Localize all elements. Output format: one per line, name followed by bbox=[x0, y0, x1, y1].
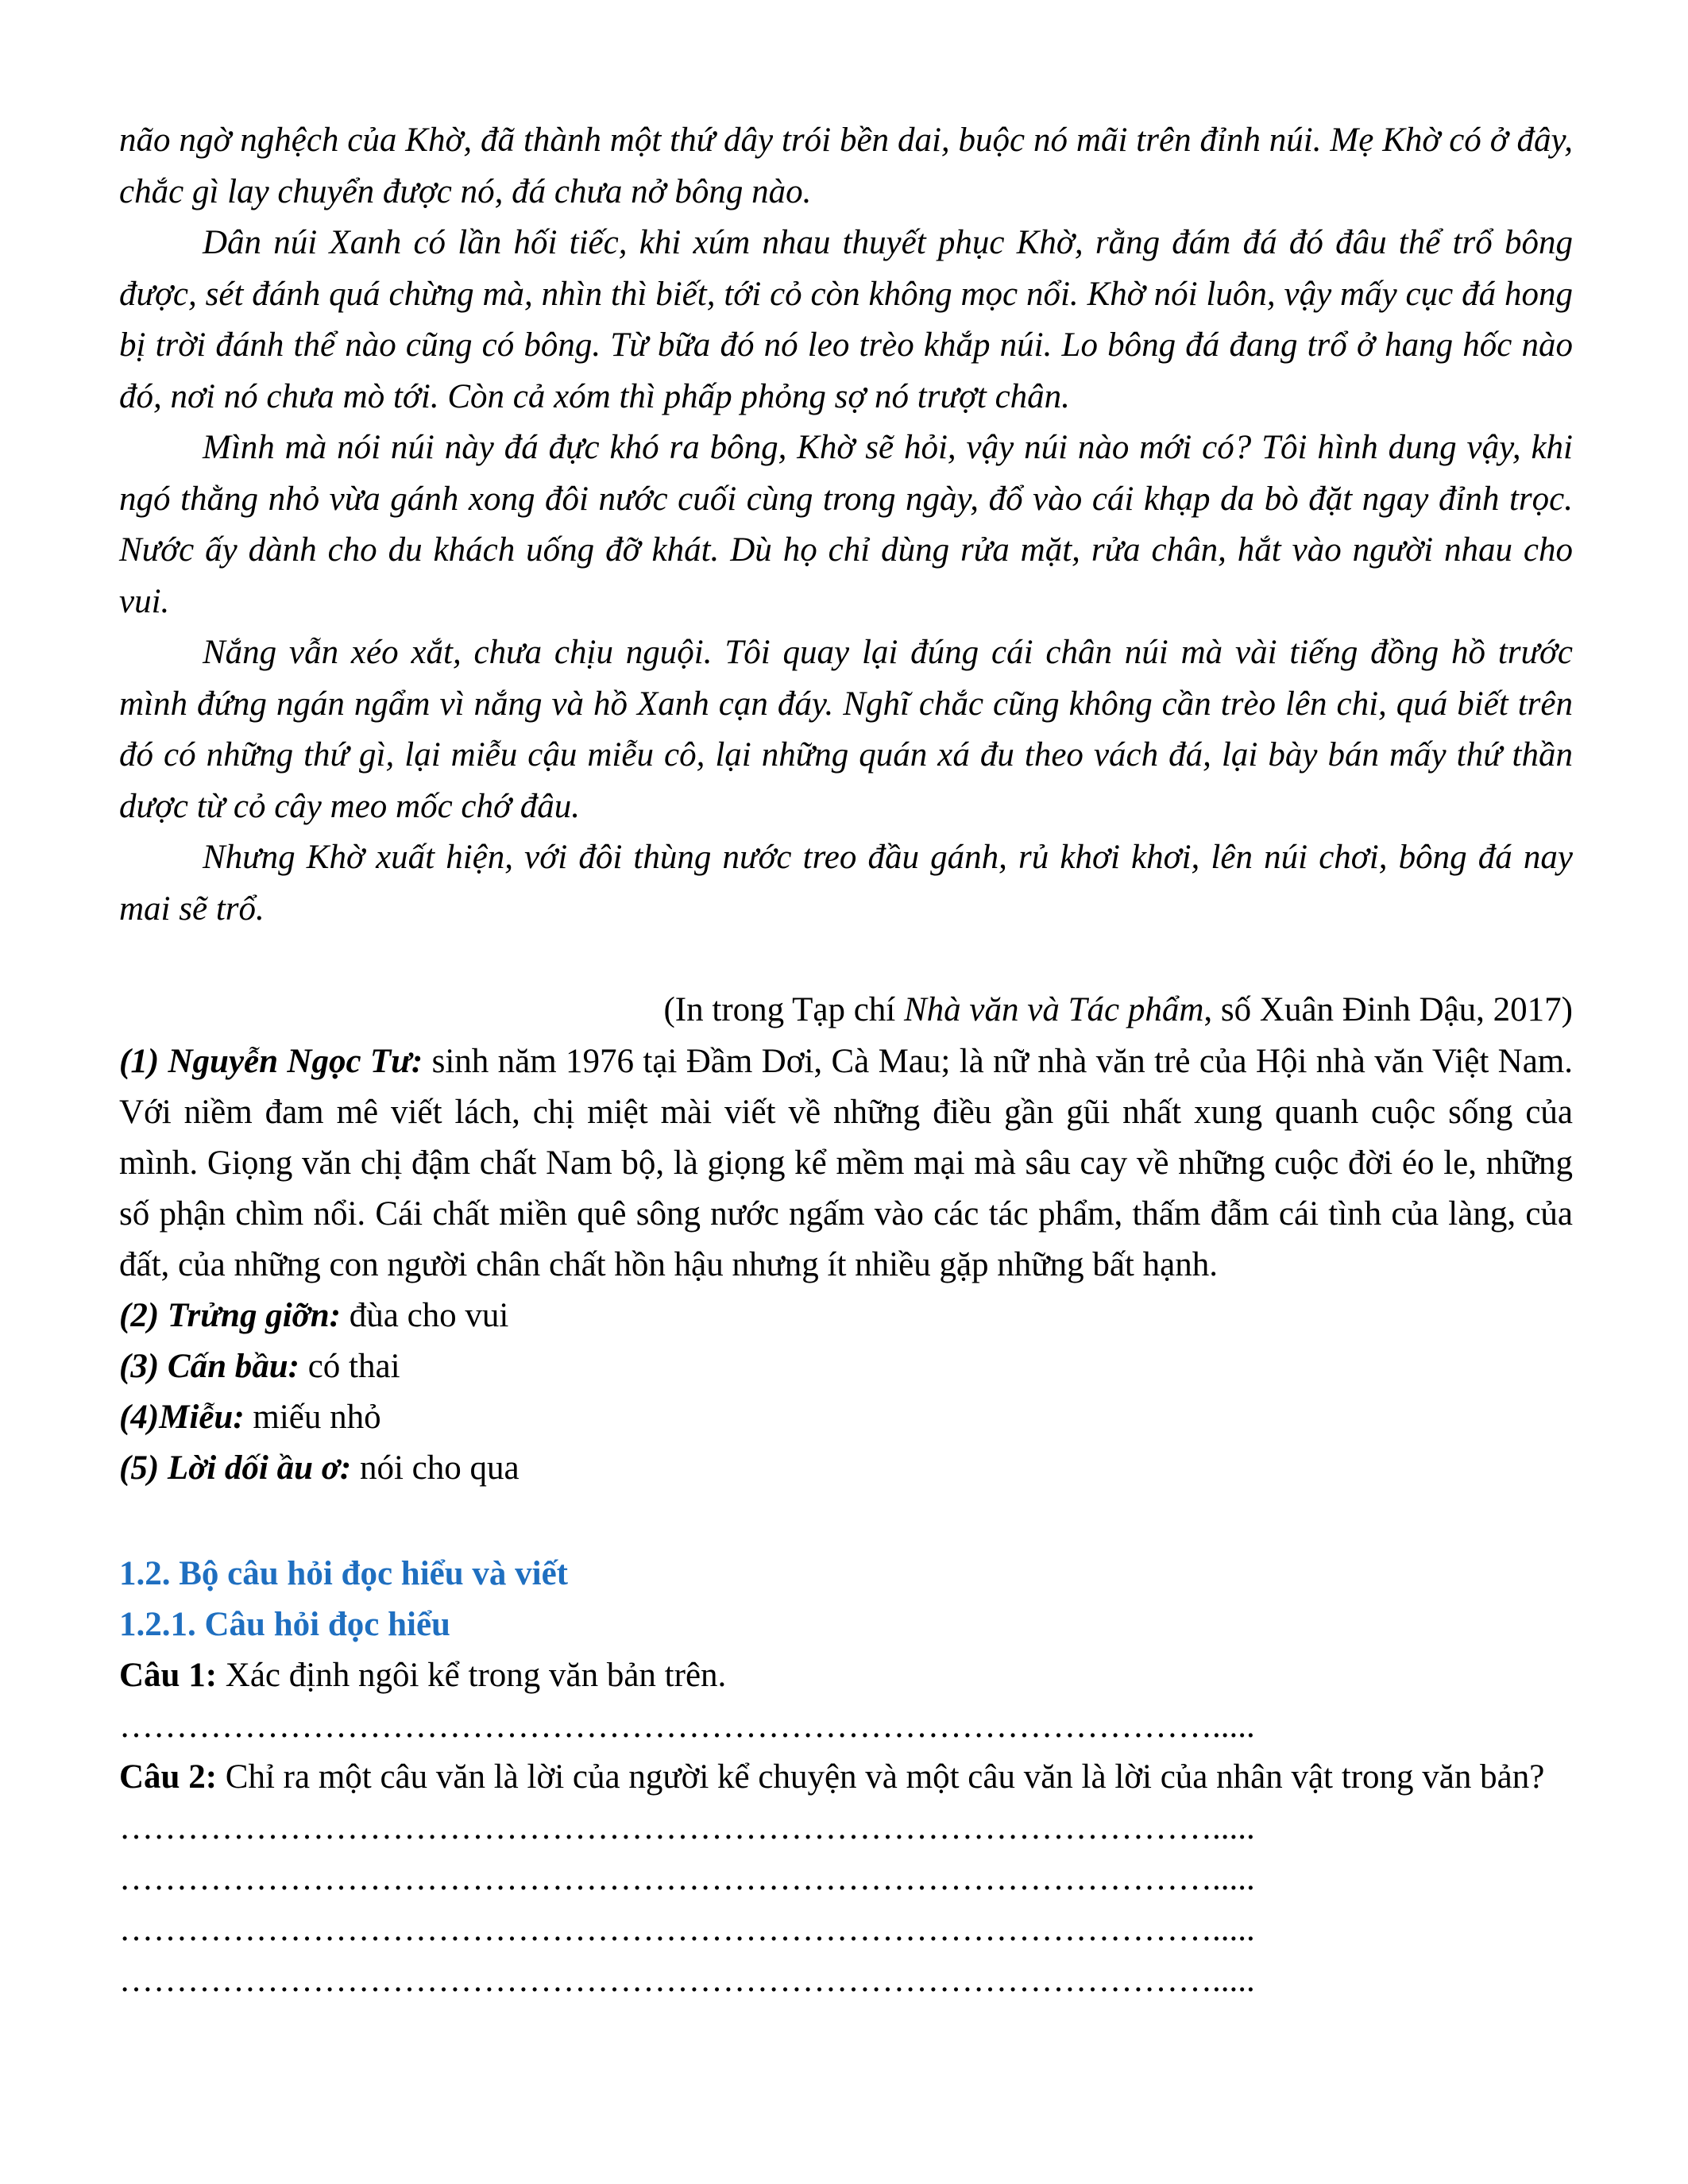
footnote-term: (4)Miễu: bbox=[119, 1399, 245, 1436]
source-prefix: (In trong Tạp chí bbox=[663, 991, 904, 1028]
footnote-item bbox=[119, 1392, 1573, 1443]
answer-line: ……………………………………………………………………………………..... bbox=[119, 1911, 1255, 1948]
footnote-item bbox=[119, 1291, 1573, 1341]
answer-line: ……………………………………………………………………………………..... bbox=[119, 1707, 1255, 1745]
footnote-text: nói cho qua bbox=[351, 1449, 520, 1487]
subsection-heading: 1.2.1. Câu hỏi đọc hiểu bbox=[119, 1606, 450, 1643]
answer-line: ……………………………………………………………………………………..... bbox=[119, 1962, 1255, 1999]
answer-line: ……………………………………………………………………………………..... bbox=[119, 1860, 1255, 1897]
question-list bbox=[119, 1650, 1573, 2006]
footnote-item bbox=[119, 1341, 1573, 1392]
footnote-text: miếu nhỏ bbox=[244, 1399, 381, 1436]
story-paragraph: Nắng vẫn xéo xắt, chưa chịu nguội. Tôi quay lại đúng cái chân núi mà vài tiếng đồng hồ trước mình đứng ngán ngẩm vì nắng và hồ Xanh cạn đáy. Nghĩ chắc cũng không cần trèo lên chi, quá biết trên đó có những thứ gì, lại miễu cậu miễu cô, lại những quán xá đu theo vách đá, lại bày bán mấy thứ thần dược từ cỏ cây meo mốc chớ đâu. bbox=[119, 634, 1573, 825]
footnote-text: sinh năm 1976 tại Đầm Dơi, Cà Mau; là nữ nhà văn trẻ của Hội nhà văn Việt Nam. Với niềm đam mê viết lách, chị miệt mài viết về những điều gần gũi nhất xung quanh cuộc sống của mình. Giọng văn chị đậm chất Nam bộ, là giọng kể mềm mại mà sâu cay về những cuộc đời éo le, những số phận chìm nổi. Cái chất miền quê sông nước ngấm vào các tác phẩm, thấm đẫm cái tình của làng, của đất, của những con người chân chất hồn hậu nhưng ít nhiều gặp những bất hạnh. bbox=[119, 1043, 1573, 1283]
story-paragraph: Mình mà nói núi này đá đực khó ra bông, Khờ sẽ hỏi, vậy núi nào mới có? Tôi hình dung vậy, khi ngó thằng nhỏ vừa gánh xong đôi nước cuối cùng trong ngày, đổ vào cái khạp da bò đặt ngay đỉnh trọc. Nước ấy dành cho du khách uống đỡ khát. Dù họ chỉ dùng rửa mặt, rửa chân, hắt vào người nhau cho vui. bbox=[119, 429, 1573, 620]
question-text: Chỉ ra một câu văn là lời của người kể chuyện và một câu văn là lời của nhân vật trong văn bản? bbox=[217, 1758, 1545, 1796]
story-paragraph: não ngờ nghệch của Khờ, đã thành một thứ dây trói bền dai, buộc nó mãi trên đỉnh núi. Mẹ Khờ có ở đây, chắc gì lay chuyển được nó, đá chưa nở bông nào. bbox=[119, 122, 1573, 210]
question-text: Xác định ngôi kể trong văn bản trên. bbox=[217, 1657, 727, 1694]
answer-line: ……………………………………………………………………………………..... bbox=[119, 1809, 1255, 1846]
story-excerpt bbox=[119, 115, 1573, 935]
question-label: Câu 1: bbox=[119, 1657, 218, 1694]
footnote-text: đùa cho vui bbox=[340, 1297, 509, 1334]
story-paragraph: Nhưng Khờ xuất hiện, với đôi thùng nước treo đầu gánh, rủ khơi khơi, lên núi chơi, bông đá nay mai sẽ trổ. bbox=[119, 839, 1573, 928]
footnotes bbox=[119, 1036, 1573, 1494]
footnote-text: có thai bbox=[299, 1348, 400, 1385]
story-paragraph: Dân núi Xanh có lần hối tiếc, khi xúm nhau thuyết phục Khờ, rằng đám đá đó đâu thể trổ bông được, sét đánh quá chừng mà, nhìn thì biết, tới cỏ còn không mọc nổi. Khờ nói luôn, vậy mấy cục đá hong bị trời đánh thể nào cũng có bông. Từ bữa đó nó leo trèo khắp núi. Lo bông đá đang trổ ở hang hốc nào đó, nơi nó chưa mò tới. Còn cả xóm thì phấp phỏng sợ nó trượt chân. bbox=[119, 224, 1573, 415]
magazine-title: Nhà văn và Tác phẩm bbox=[904, 991, 1204, 1028]
footnote-item bbox=[119, 1443, 1573, 1494]
source-citation bbox=[119, 985, 1573, 1036]
question-2 bbox=[119, 1752, 1573, 1803]
footnote-term: (2) Trửng giỡn: bbox=[119, 1297, 341, 1334]
footnote-term: (5) Lời dối ầu ơ: bbox=[119, 1449, 352, 1487]
question-1 bbox=[119, 1650, 1573, 1701]
section-heading: 1.2. Bộ câu hỏi đọc hiểu và viết bbox=[119, 1555, 569, 1592]
footnote-term: (1) Nguyễn Ngọc Tư: bbox=[119, 1043, 423, 1080]
question-label: Câu 2: bbox=[119, 1758, 218, 1796]
source-suffix: , số Xuân Đinh Dậu, 2017) bbox=[1203, 991, 1573, 1028]
footnote-item bbox=[119, 1036, 1573, 1291]
footnote-term: (3) Cấn bầu: bbox=[119, 1348, 299, 1385]
